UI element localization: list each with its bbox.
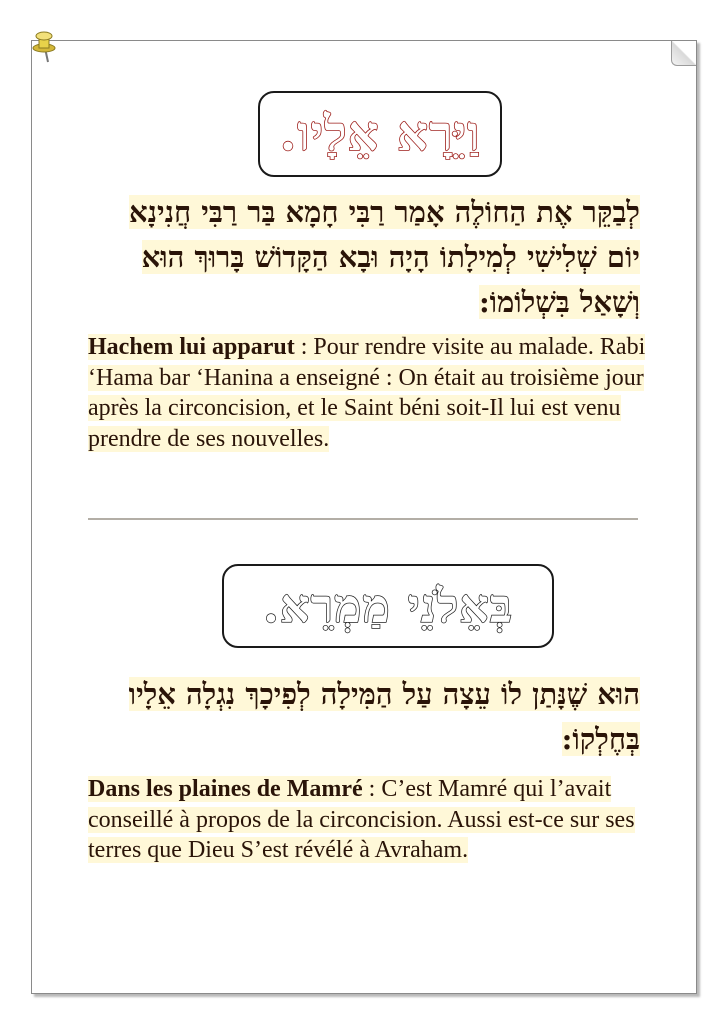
section-2-hebrew: הוּא שֶׁנָּתַן לוֹ עֵצָה עַל הַמִּילָה לְפִיכָךְ נִגְלָה אֵלָיו בְּחֶלְקוֹ: xyxy=(128,677,640,756)
section-1-hebrew: לְבַקֵּר אֶת הַחוֹלֶה אָמַר רַבִּי חָמָא בַּר רַבִּי חֲנִינָא יוֹם שְׁלִישִׁי לְמִילָתוֹ הָיָה וּבָא הַקָּדוֹשׁ בָּרוּךְ הוּא וְשָׁאַל בִּשְׁלוֹמוֹ: xyxy=(128,195,640,319)
section-divider xyxy=(88,518,638,520)
section-1-title-box xyxy=(258,91,502,177)
pushpin-icon xyxy=(28,26,62,66)
section-1-title: וַיֵּרָא אֵלָיו. xyxy=(279,106,481,162)
section-1-french-lead: Hachem lui apparut xyxy=(88,334,295,360)
section-1-french-body: : Pour rendre visite au malade. Rabi ‘Hama bar ‘Hanina a enseigné : On était au troisième jour après la circoncision, et le Saint béni soit-Il lui est venu prendre de ses nouvelles. xyxy=(88,334,646,452)
section-2-title-box xyxy=(222,564,554,648)
section-1-french-text xyxy=(88,332,648,454)
section-2-title: בְּאֵלֹנֵי מַמְרֵא. xyxy=(263,579,513,633)
section-2-french-text xyxy=(88,774,648,866)
page-curl-icon xyxy=(671,41,696,66)
section-2-french-body: : C’est Mamré qui l’avait conseillé à propos de la circoncision. Aussi est-ce sur ses terres que Dieu S’est révélé à Avraham. xyxy=(88,776,635,863)
section-2-hebrew-text xyxy=(98,672,640,762)
section-2-french-lead: Dans les plaines de Mamré xyxy=(88,776,363,802)
section-1-hebrew-text xyxy=(98,190,640,325)
